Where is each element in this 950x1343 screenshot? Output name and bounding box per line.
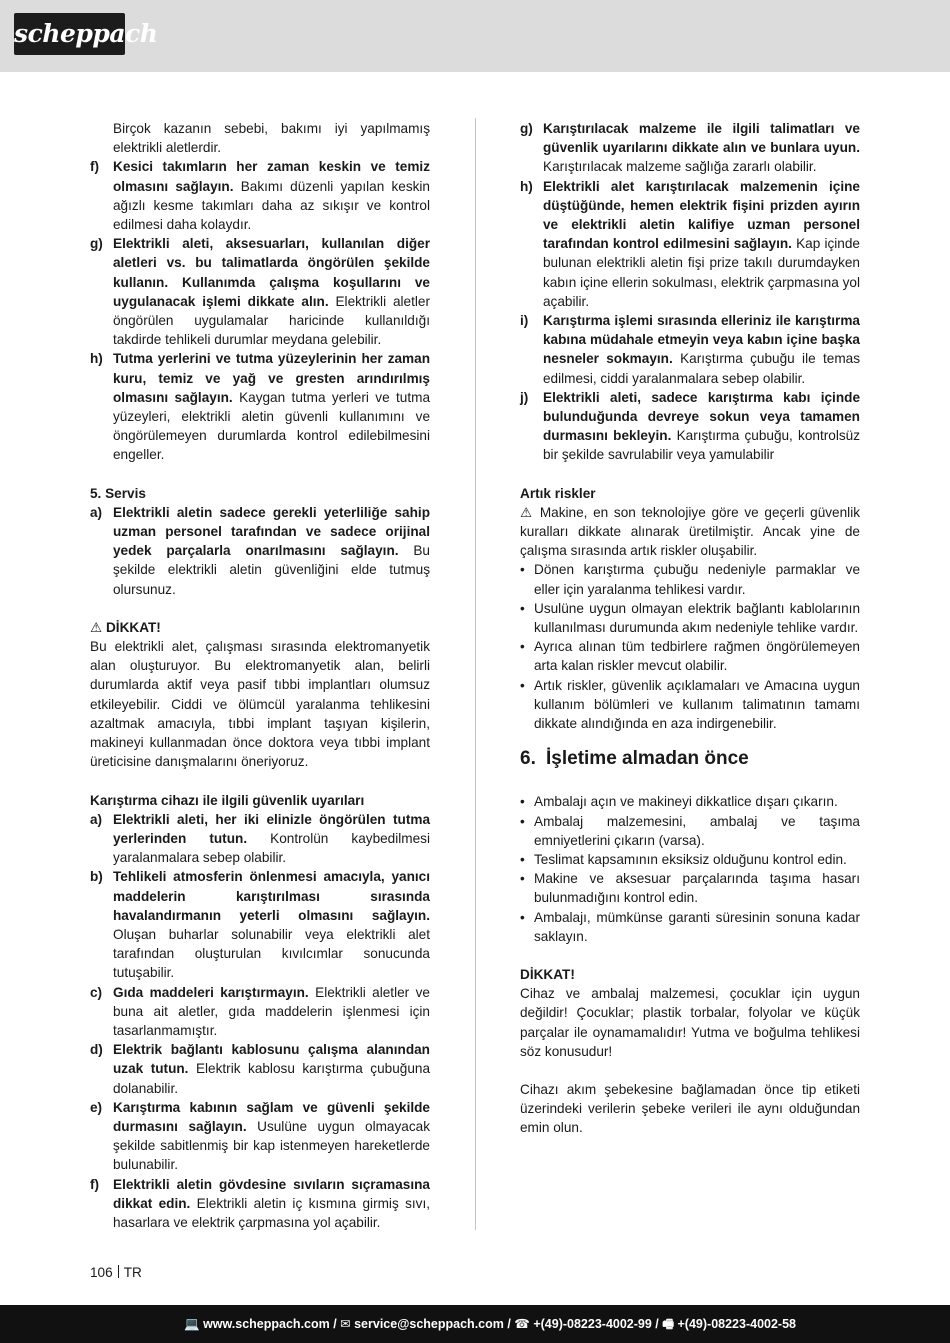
page-number-value: 106 (90, 1265, 113, 1280)
scheppach-logo: scheppach (14, 13, 125, 55)
item-text: Elektrikli aletler öngörülen uygulamalar haricinde kullanıldığı takdirde tehlikeli durumlar meydana gelebilir. (113, 293, 430, 348)
item-label: h) (90, 351, 103, 367)
column-divider (475, 118, 476, 1230)
item-bold: Karıştırılacak malzeme ile ilgili talimatları ve güvenlik uyarılarını dikkate alın ve bunlara uyun. (543, 121, 860, 156)
warning-heading: DİKKAT! (105, 619, 161, 635)
warning-triangle-icon: ⚠ (520, 504, 535, 520)
item-text: Bakımı düzenli yapılan keskin ağızlı kesme takımları daha az sıkışır ve kontrol edilmesi daha kolaydır. (113, 178, 430, 233)
item-text: Elektrikli aletin iç kısmına girmiş sıvı, hasarlara ve elektrik çarpmasına yol açabilir. (113, 1195, 430, 1230)
mixer-item-j (520, 388, 860, 465)
item-bold: Tehlikeli atmosferin önlenmesi amacıyla, yanıcı maddelerin karıştırılması sırasında havalandırmanın yeterli olmasını sağlayın. (113, 869, 430, 923)
closing-paragraph: Cihazı akım şebekesine bağlamadan önce tip etiketi üzerindeki verilerin şebeke verileri ile aynı olduğundan emin olun. (520, 1081, 860, 1136)
warning-triangle-icon: ⚠ (90, 619, 103, 635)
setup-bullet: • Makine ve aksesuar parçalarında taşıma hasarı bulunmadığını kontrol edin. (520, 869, 860, 907)
item-label: h) (520, 178, 533, 194)
section-title: İşletime almadan önce (546, 748, 749, 770)
item-text: Elektrik kablosu karıştırma çubuğuna dolanabilir. (113, 1061, 430, 1096)
safety-item-g (90, 234, 430, 349)
mixer-safety-heading: Karıştırma cihazı ile ilgili güvenlik uyarıları (90, 792, 365, 808)
risk-bullet: • Ayrıca alınan tüm tedbirlere rağmen öngörülemeyen arta kalan riskler mevcut olabilir. (520, 637, 860, 675)
safety-item-h (90, 349, 430, 464)
item-bold: Elektrik bağlantı kablosunu çalışma alanından uzak tutun. (113, 1042, 430, 1077)
item-label: j) (520, 389, 529, 405)
item-label: i) (520, 313, 529, 329)
item-label: a) (90, 811, 103, 827)
page-header (0, 0, 950, 72)
item-text: Karıştırma çubuğu ile temas edilmesi, ciddi yaralanmalara sebep olabilir. (543, 351, 861, 386)
item-text: Kontrolün kaybedilmesi yaralanmalara sebep olabilir. (113, 830, 430, 866)
section-6-heading (520, 747, 860, 771)
setup-bullet: • Ambalajı, mümkünse garanti süresinin sonuna kadar saklayın. (520, 908, 860, 946)
item-text: Karıştırılacak malzeme sağlığa zararlı olabilir. (543, 159, 817, 175)
setup-bullet: • Ambalaj malzemesini, ambalaj ve taşıma emniyetlerini çıkarın (varsa). (520, 812, 860, 850)
setup-bullet: • Teslimat kapsamının eksiksiz olduğunu kontrol edin. (520, 850, 860, 869)
item-bold: Elektrikli aleti, her iki elinizle öngörülen tutma yerlerinden tutun. (113, 811, 430, 846)
mixer-item-c (90, 983, 430, 1041)
item-bold: Elektrikli alet karıştırılacak malzemenin içine düştüğünde, hemen elektrik fişini prizden ayırın ve elektrikli aletin kalifiye uzman personel tarafından kontrol edilmesini sağlayın. (543, 178, 860, 252)
mixer-item-h (520, 177, 860, 311)
item-bold: Tutma yerlerini ve tutma yüzeylerinin her zaman kuru, temiz ve yağ ve gresten arındırılmış olmasını sağlayın. (113, 351, 430, 405)
item-label: e) (90, 1099, 103, 1115)
item-bold: Elektrikli aleti, aksesuarları, kullanılan diğer aletleri vs. bu talimatlarda öngörülen şekilde kullanın. Kullanımda çalışma koşullarını ve uygulanacak işlemi dikkate alın. (113, 236, 430, 309)
mixer-item-i (520, 311, 860, 388)
item-label: a) (90, 504, 103, 520)
risk-bullet: • Usulüne uygun olmayan elektrik bağlantı kablolarının kullanılması durumunda akım nedeniyle tehlike vardır. (520, 599, 860, 637)
item-label: g) (90, 236, 103, 252)
warning-paragraph: Bu elektrikli alet, çalışması sırasında elektromanyetik alan oluşturuyor. Bu elektromanyetik alan, belirli durumlarda aktif veya pasif tıbbi implantları olumsuz etkileyebilir. Ciddi ve ölümcül yaralanma tehlikesini azaltmak amacıyla, tıbbi implant taşıyan kişilerin, makineyi kullanmadan önce doktora veya tıbbi implant üreticisine danışmalarını öneriyoruz. (90, 639, 430, 770)
footer-contact: 💻 www.scheppach.com / ✉ service@scheppach.com / ☎ +(49)-08223-4002-99 / 🖷 +(49)-08223-4002-58 (184, 1317, 796, 1331)
section-number: 6. (520, 748, 536, 770)
safety-item-f (90, 157, 430, 234)
right-column (520, 119, 860, 1138)
item-label: b) (90, 869, 103, 885)
item-text: Usulüne uygun olmayacak şekilde sabitlenmiş bir kap istenmeyen hareketlerde bulunabilir. (113, 1118, 431, 1173)
item-text: Kaygan tutma yerleri ve tutma yüzeyleri, elektrikli aletin güvenli kullanımını ve öngörülemeyen durumlarda kontrol edilebilmesini engeller. (113, 389, 430, 463)
residual-risks-intro-text: Makine, en son teknolojiye göre ve geçerli güvenlik kuralları dikkate alınarak üretilmiştir. Ancak yine de çalışma sırasında artık riskler oluşabilir. (520, 504, 861, 559)
page-number (90, 1265, 142, 1280)
setup-bullet: • Ambalajı açın ve makineyi dikkatlice dışarı çıkarın. (520, 792, 860, 811)
mixer-item-d (90, 1040, 430, 1098)
page-footer (0, 1305, 950, 1343)
mixer-item-a (90, 810, 430, 868)
mixer-item-b (90, 867, 430, 982)
warning-heading-row (90, 618, 430, 637)
item-text: Bu şekilde elektrikli aletin güvenliğini elde tutmuş olursunuz. (113, 543, 430, 597)
mixer-item-e (90, 1098, 430, 1175)
item-bold: Kesici takımların her zaman keskin ve temiz olmasını sağlayın. (113, 159, 430, 194)
mixer-item-g (520, 119, 860, 177)
service-item-a (90, 503, 430, 599)
item-text: Kap içinde bulunan elektrikli aletin fişi prize takılı durumdayken kabın içine ellerin sokulması, elektrik çarpmasına yol açabilir. (543, 236, 860, 309)
caution-paragraph: Cihaz ve ambalaj malzemesi, çocuklar için uygun değildir! Çocuklar; plastik torbalar, folyolar ve küçük parçalar ile oynamamalıdır! Yutma ve boğulma tehlikesi söz konusudur! (520, 986, 860, 1059)
item-label: d) (90, 1042, 103, 1058)
item-bold: Elektrikli aletin gövdesine sıvıların sıçramasına dikkat edin. (113, 1176, 430, 1211)
page-language: TR (123, 1265, 142, 1280)
item-label: g) (520, 121, 533, 136)
residual-risks-intro (520, 503, 860, 561)
item-bold: Karıştırma işlemi sırasında elleriniz ile karıştırma kabına müdahale etmeyin veya kabın içine başka nesneler sokmayın. (543, 313, 860, 367)
item-text: Karıştırma çubuğu, kontrolsüz bir şekilde savrulabilir veya yamulabilir (543, 428, 861, 463)
item-label: f) (90, 159, 100, 175)
item-label: c) (90, 984, 103, 1000)
caution-heading: DİKKAT! (520, 966, 575, 982)
item-bold: Elektrikli aleti, sadece karıştırma kabı içinde bulunduğunda devreye sokun veya tamamen durmasını bekleyin. (543, 389, 860, 444)
service-heading: 5. Servis (90, 485, 146, 501)
page-separator (118, 1265, 119, 1278)
left-column (90, 119, 430, 1232)
item-bold: Karıştırma kabının sağlam ve güvenli şekilde durmasını sağlayın. (113, 1099, 430, 1134)
mixer-item-f (90, 1175, 430, 1233)
risk-bullet: • Dönen karıştırma çubuğu nedeniyle parmaklar ve eller için yaralanma tehlikesi vardır. (520, 560, 860, 598)
item-text: Oluşan buharlar solunabilir veya elektrikli alet tarafından oluşturulan kıvılcımlar sonucunda tutuşabilir. (113, 926, 430, 981)
item-bold: Gıda maddeleri karıştırmayın. (113, 984, 309, 1000)
item-bold: Elektrikli aletin sadece gerekli yeterliliğe sahip uzman personel tarafından ve sadece orijinal yedek parçalarla onarılmasını sağlayın. (113, 504, 430, 559)
item-text: Elektrikli aletler ve buna ait aletler, gıda maddelerin işlenmesi için tasarlanmamıştır. (113, 984, 430, 1038)
item-label: f) (90, 1176, 100, 1192)
intro-paragraph: Birçok kazanın sebebi, bakımı iyi yapılmamış elektrikli aletlerdir. (113, 121, 430, 156)
residual-risks-heading: Artık riskler (520, 485, 596, 501)
risk-bullet: • Artık riskler, güvenlik açıklamaları ve Amacına uygun kullanım bölümleri ve kullanım talimatının tamamı dikkate alındığında en aza indirgenebilir. (520, 676, 860, 734)
